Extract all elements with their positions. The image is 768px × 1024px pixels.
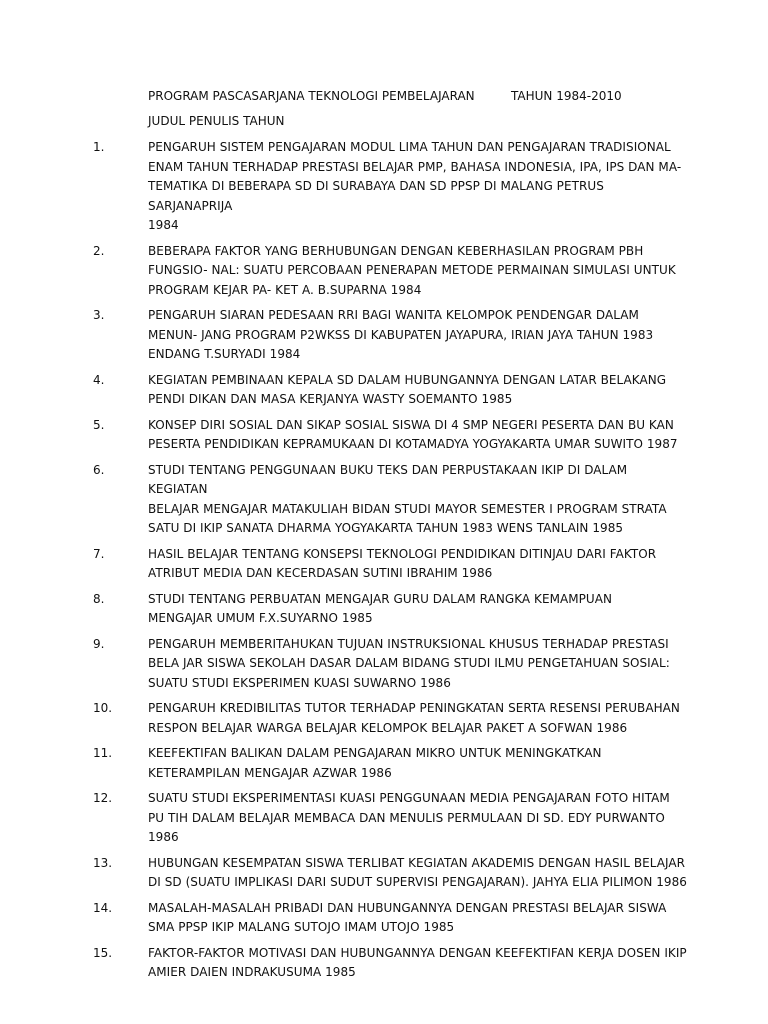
entry-text-line: KEEFEKTIFAN BALIKAN DALAM PENGAJARAN MIKRO UNTUK MENINGKATKAN (148, 746, 602, 760)
list-item (93, 371, 693, 410)
document-year-range: TAHUN 1984-2010 (511, 89, 622, 103)
entry-text (148, 789, 688, 848)
list-item (93, 699, 693, 738)
entry-text-line: SMA PPSP IKIP MALANG SUTOJO IMAM UTOJO 1985 (148, 920, 455, 934)
entry-text-line: BELA JAR SISWA SEKOLAH DASAR DALAM BIDANG STUDI ILMU PENGETAHUAN SOSIAL: (148, 656, 670, 670)
entry-number: 6. (93, 462, 105, 477)
entry-text-line: SUATU STUDI EKSPERIMEN KUASI SUWARNO 1986 (148, 675, 451, 690)
entry-text-line: PENGARUH KREDIBILITAS TUTOR TERHADAP PENINGKATAN SERTA RESENSI PERUBAHAN (148, 701, 680, 715)
entry-text-line: SATU DI IKIP SANATA DHARMA YOGYAKARTA TAHUN 1983 WENS TANLAIN 1985 (148, 521, 624, 535)
entry-text (148, 371, 688, 410)
entry-text-line: MENGAJAR UMUM F.X.SUYARNO 1985 (148, 611, 373, 625)
entry-text-line: 1986 (148, 830, 179, 844)
entry-number: 9. (93, 636, 105, 651)
entry-number: 7. (93, 546, 105, 561)
entry-text (148, 899, 688, 938)
document-title: PROGRAM PASCASARJANA TEKNOLOGI PEMBELAJARAN (148, 89, 475, 103)
list-item (93, 242, 693, 301)
entry-text-line: 1984 (148, 218, 179, 232)
entry-number: 12. (93, 791, 113, 805)
entry-number: 8. (93, 591, 105, 606)
list-item (93, 899, 693, 938)
entry-number: 10. (93, 701, 113, 715)
entry-text (148, 854, 688, 893)
entry-text-line: FUNGSIO- NAL: SUATU PERCOBAAN PENERAPAN METODE PERMAINAN SIMULASI UNTUK (148, 263, 676, 277)
entry-number: 2. (93, 243, 105, 258)
list-item (93, 744, 693, 783)
thesis-list (93, 138, 693, 989)
entry-text-line: KONSEP DIRI SOSIAL DAN SIKAP SOSIAL SISWA DI 4 SMP NEGERI PESERTA DAN BU KAN (148, 417, 674, 432)
entry-text (148, 545, 688, 584)
entry-text-line: DI SD (SUATU IMPLIKASI DARI SUDUT SUPERVISI PENGAJARAN). JAHYA ELIA PILIMON 1986 (148, 875, 687, 889)
list-item (93, 590, 693, 629)
entry-text-line: PENDI DIKAN DAN MASA KERJANYA WASTY SOEMANTO 1985 (148, 392, 513, 406)
list-item (93, 461, 693, 539)
entry-text-line: MASALAH-MASALAH PRIBADI DAN HUBUNGANNYA DENGAN PRESTASI BELAJAR SISWA (148, 900, 667, 915)
entry-text (148, 590, 688, 629)
entry-text (148, 306, 688, 365)
entry-text-line: HUBUNGAN KESEMPATAN SISWA TERLIBAT KEGIATAN AKADEMIS DENGAN HASIL BELAJAR (148, 855, 686, 870)
entry-text-line: SUATU STUDI EKSPERIMENTASI KUASI PENGGUNAAN MEDIA PENGAJARAN FOTO HITAM (148, 791, 670, 805)
entry-text-line: ENAM TAHUN TERHADAP PRESTASI BELAJAR PMP, BAHASA INDONESIA, IPA, IPS DAN MA- (148, 159, 682, 174)
list-item (93, 416, 693, 455)
list-item (93, 306, 693, 365)
entry-text-line: TEMATIKA DI BEBERAPA SD DI SURABAYA DAN SD PPSP DI MALANG PETRUS SARJANAPRIJA (148, 179, 604, 213)
entry-text-line: PESERTA PENDIDIKAN KEPRAMUKAAN DI KOTAMADYA YOGYAKARTA UMAR SUWITO 1987 (148, 437, 678, 451)
entry-text-line: PROGRAM KEJAR PA- KET A. B.SUPARNA 1984 (148, 282, 422, 297)
column-labels: JUDUL PENULIS TAHUN (148, 114, 285, 128)
entry-text-line: ATRIBUT MEDIA DAN KECERDASAN SUTINI IBRAHIM 1986 (148, 566, 493, 580)
list-item (93, 545, 693, 584)
entry-text-line: KEGIATAN PEMBINAAN KEPALA SD DALAM HUBUNGANNYA DENGAN LATAR BELAKANG (148, 372, 667, 387)
entry-text (148, 635, 688, 694)
entry-number: 5. (93, 417, 105, 432)
list-item (93, 944, 693, 983)
entry-text-line: AMIER DAIEN INDRAKUSUMA 1985 (148, 965, 356, 979)
entry-text-line: STUDI TENTANG PERBUATAN MENGAJAR GURU DALAM RANGKA KEMAMPUAN (148, 591, 613, 606)
entry-text-line: RESPON BELAJAR WARGA BELAJAR KELOMPOK BELAJAR PAKET A SOFWAN 1986 (148, 720, 628, 735)
entry-text (148, 416, 688, 455)
entry-text-line: PENGARUH SIARAN PEDESAAN RRI BAGI WANITA KELOMPOK PENDENGAR DALAM (148, 308, 639, 322)
entry-text (148, 138, 688, 236)
list-item (93, 854, 693, 893)
entry-text-line: HASIL BELAJAR TENTANG KONSEPSI TEKNOLOGI PENDIDIKAN DITINJAU DARI FAKTOR (148, 546, 657, 561)
entry-text-line: ENDANG T.SURYADI 1984 (148, 347, 301, 361)
entry-text (148, 744, 688, 783)
list-item (93, 635, 693, 694)
entry-text-line: BELAJAR MENGAJAR MATAKULIAH BIDAN STUDI MAYOR SEMESTER I PROGRAM STRATA (148, 501, 667, 516)
entry-text-line: KETERAMPILAN MENGAJAR AZWAR 1986 (148, 765, 392, 780)
entry-text (148, 461, 688, 539)
entry-text-line: FAKTOR-FAKTOR MOTIVASI DAN HUBUNGANNYA DENGAN KEEFEKTIFAN KERJA DOSEN IKIP (148, 945, 687, 960)
entry-number: 3. (93, 308, 105, 322)
entry-number: 13. (93, 855, 113, 870)
entry-number: 11. (93, 746, 113, 760)
entry-number: 15. (93, 945, 113, 960)
entry-text (148, 699, 688, 738)
list-item (93, 789, 693, 848)
entry-text-line: PU TIH DALAM BELAJAR MEMBACA DAN MENULIS PERMULAAN DI SD. EDY PURWANTO (148, 810, 665, 825)
entry-text-line: PENGARUH SISTEM PENGAJARAN MODUL LIMA TAHUN DAN PENGAJARAN TRADISIONAL (148, 140, 671, 154)
entry-number: 14. (93, 900, 113, 915)
entry-text-line: BEBERAPA FAKTOR YANG BERHUBUNGAN DENGAN KEBERHASILAN PROGRAM PBH (148, 243, 644, 258)
entry-text-line: STUDI TENTANG PENGGUNAAN BUKU TEKS DAN PERPUSTAKAAN IKIP DI DALAM KEGIATAN (148, 462, 628, 496)
entry-text (148, 944, 688, 983)
list-item (93, 138, 693, 236)
entry-text (148, 242, 688, 301)
entry-number: 1. (93, 140, 105, 154)
entry-text-line: MENUN- JANG PROGRAM P2WKSS DI KABUPATEN JAYAPURA, IRIAN JAYA TAHUN 1983 (148, 327, 654, 342)
entry-text-line: PENGARUH MEMBERITAHUKAN TUJUAN INSTRUKSIONAL KHUSUS TERHADAP PRESTASI (148, 636, 669, 651)
entry-number: 4. (93, 372, 105, 387)
